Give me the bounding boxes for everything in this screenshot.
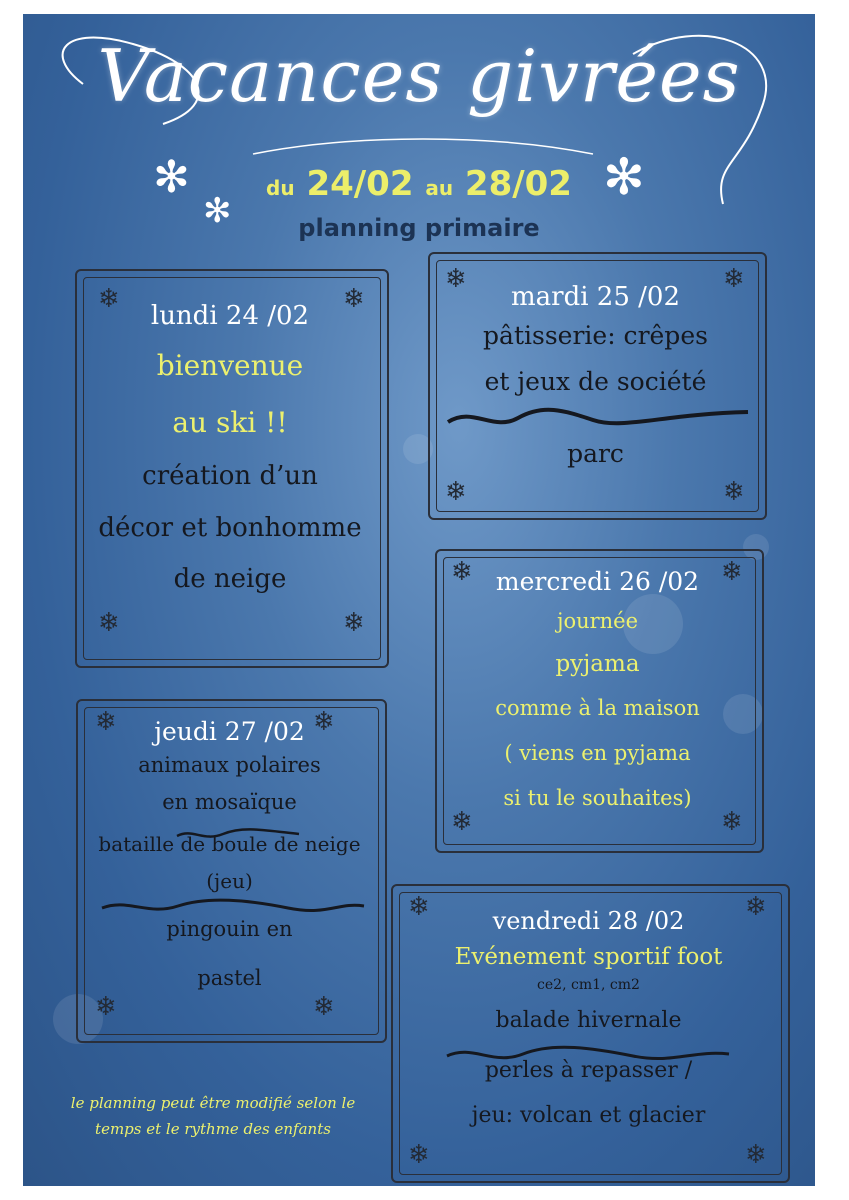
activity-line: pingouin en	[166, 917, 293, 941]
activity-line: ( viens en pyjama	[504, 741, 691, 765]
squiggle-divider	[443, 404, 753, 434]
activity-line: journée	[556, 609, 639, 633]
snowflake-icon: ❄	[408, 892, 430, 922]
activity-line: ce2, cm1, cm2	[537, 977, 640, 993]
day-text-mardi	[428, 279, 763, 501]
activity-line: pâtisserie: crêpes	[483, 321, 708, 350]
day-title: lundi 24 /02	[150, 301, 310, 331]
activity-line: décor et bonhomme	[98, 513, 362, 543]
snowflake-icon: ❄	[343, 608, 365, 638]
activity-line: bataille de boule de neige	[98, 832, 361, 856]
dates-start: 24/02	[306, 164, 414, 204]
activity-line: (jeu)	[206, 869, 253, 893]
snowflake-icon: ❄	[445, 477, 467, 507]
day-text-lundi	[75, 296, 385, 604]
snowflake-icon: ❄	[445, 264, 467, 294]
activity-line: pyjama	[555, 651, 640, 677]
snowflake-icon: ❄	[721, 557, 743, 587]
footnote	[33, 1090, 393, 1142]
snowflake-icon: ❄	[451, 557, 473, 587]
day-text-mercredi	[435, 564, 760, 820]
squiggle-divider	[98, 894, 368, 918]
snowflake-icon: ❄	[723, 477, 745, 507]
snowflake-icon: ❄	[343, 284, 365, 314]
activity-line: de neige	[173, 564, 287, 594]
snowflake-icon: ❄	[451, 807, 473, 837]
activity-line: création d’un	[142, 461, 318, 491]
snowflake-icon: ❄	[98, 284, 120, 314]
activity-line: animaux polaires	[138, 753, 321, 777]
day-text-vendredi	[391, 902, 786, 1136]
star-icon: ✻	[603, 148, 645, 206]
activity-line: balade hivernale	[495, 1008, 682, 1033]
poster	[23, 14, 815, 1186]
activity-line: au ski !!	[172, 406, 288, 439]
snowflake-icon: ❄	[95, 707, 117, 737]
activity-line: comme à la maison	[495, 696, 700, 720]
dates-du: du	[266, 176, 295, 200]
page-title: Vacances givrées	[97, 34, 741, 118]
snowflake-icon: ❄	[408, 1140, 430, 1170]
snowflake-icon: ❄	[721, 807, 743, 837]
star-icon: ✻	[203, 191, 232, 231]
activity-line: et jeux de société	[484, 367, 707, 396]
snowflake-icon: ❄	[745, 892, 767, 922]
activity-line: pastel	[197, 966, 262, 990]
day-text-jeudi	[66, 714, 393, 996]
day-title: vendredi 28 /02	[492, 907, 685, 935]
activity-line: jeu: volcan et glacier	[471, 1103, 706, 1128]
day-title: jeudi 27 /02	[154, 717, 305, 746]
subtitle: planning primaire	[298, 214, 540, 242]
dates-end: 28/02	[464, 164, 572, 204]
star-icon: ✻	[153, 152, 190, 203]
date-range	[23, 164, 815, 204]
footnote-line: temps et le rythme des enfants	[95, 1120, 331, 1138]
day-title: mercredi 26 /02	[495, 567, 700, 596]
activity-line: parc	[567, 439, 624, 468]
activity-line: Evénement sportif foot	[454, 944, 723, 970]
day-title: mardi 25 /02	[511, 282, 680, 312]
snowflake-icon: ❄	[95, 992, 117, 1022]
squiggle-divider	[173, 824, 303, 844]
activity-line: si tu le souhaites)	[503, 786, 692, 810]
squiggle-divider	[443, 1042, 733, 1068]
snowflake-icon: ❄	[313, 707, 335, 737]
dates-au: au	[425, 176, 454, 200]
activity-line: bienvenue	[156, 349, 304, 382]
snowflake-icon: ❄	[313, 992, 335, 1022]
activity-line: en mosaïque	[162, 790, 297, 814]
footnote-line: le planning peut être modifié selon le	[70, 1094, 356, 1112]
activity-line: perles à repasser /	[484, 1058, 693, 1083]
snowflake-icon: ❄	[745, 1140, 767, 1170]
snowflake-icon: ❄	[98, 608, 120, 638]
snowflake-icon: ❄	[723, 264, 745, 294]
